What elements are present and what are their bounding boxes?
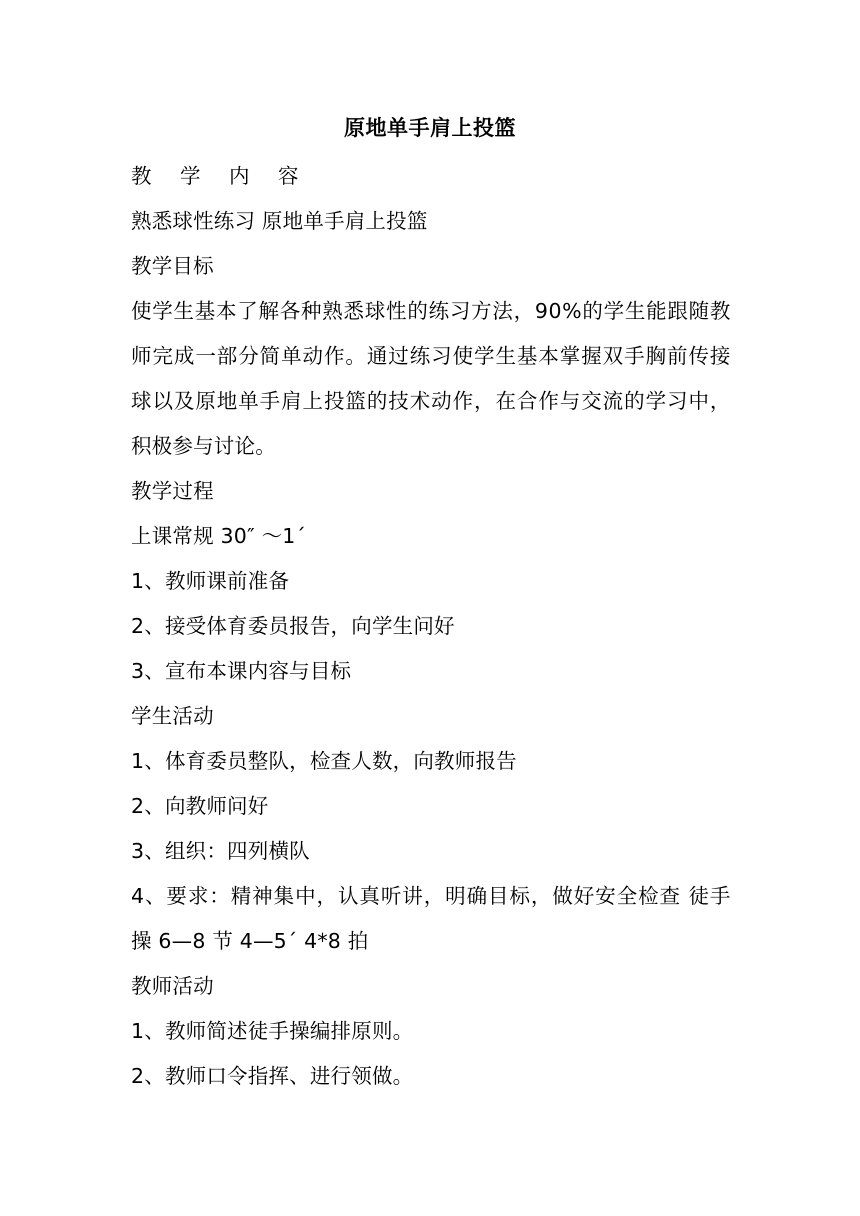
list-item: 2、接受体育委员报告，向学生问好 xyxy=(131,614,455,638)
section-heading-student-activities: 学生活动 xyxy=(131,704,214,728)
section-heading-teaching-goals: 教学目标 xyxy=(131,254,214,278)
section-heading-teaching-content: 教 学 内 容 xyxy=(131,164,310,188)
section-heading-teaching-process: 教学过程 xyxy=(131,479,214,503)
list-item: 3、组织：四列横队 xyxy=(131,839,310,863)
document-body xyxy=(131,154,731,1099)
paragraph-line: 球以及原地单手肩上投篮的技术动作，在合作与交流的学习中， xyxy=(131,389,731,413)
paragraph-line: 使学生基本了解各种熟悉球性的练习方法，90%的学生能跟随教 xyxy=(131,299,731,323)
paragraph-line: 熟悉球性练习 原地单手肩上投篮 xyxy=(131,209,428,233)
list-item: 1、教师简述徒手操编排原则。 xyxy=(131,1019,414,1043)
section-heading-teacher-activities: 教师活动 xyxy=(131,974,214,998)
paragraph-line: 师完成一部分简单动作。通过练习使学生基本掌握双手胸前传接 xyxy=(131,344,731,368)
paragraph-line: 上课常规 30″ ～1ˊ xyxy=(131,524,306,548)
list-item: 2、向教师问好 xyxy=(131,794,269,818)
list-item: 2、教师口令指挥、进行领做。 xyxy=(131,1064,414,1088)
document-title: 原地单手肩上投篮 xyxy=(344,116,516,140)
list-item: 4、要求：精神集中，认真听讲，明确目标，做好安全检查 徒手 xyxy=(131,884,731,908)
paragraph-line: 操 6—8 节 4—5ˊ 4*8 拍 xyxy=(131,929,369,953)
paragraph-line: 积极参与讨论。 xyxy=(131,434,276,458)
list-item: 1、教师课前准备 xyxy=(131,569,290,593)
list-item: 1、体育委员整队，检查人数，向教师报告 xyxy=(131,749,517,773)
list-item: 3、宣布本课内容与目标 xyxy=(131,659,352,683)
